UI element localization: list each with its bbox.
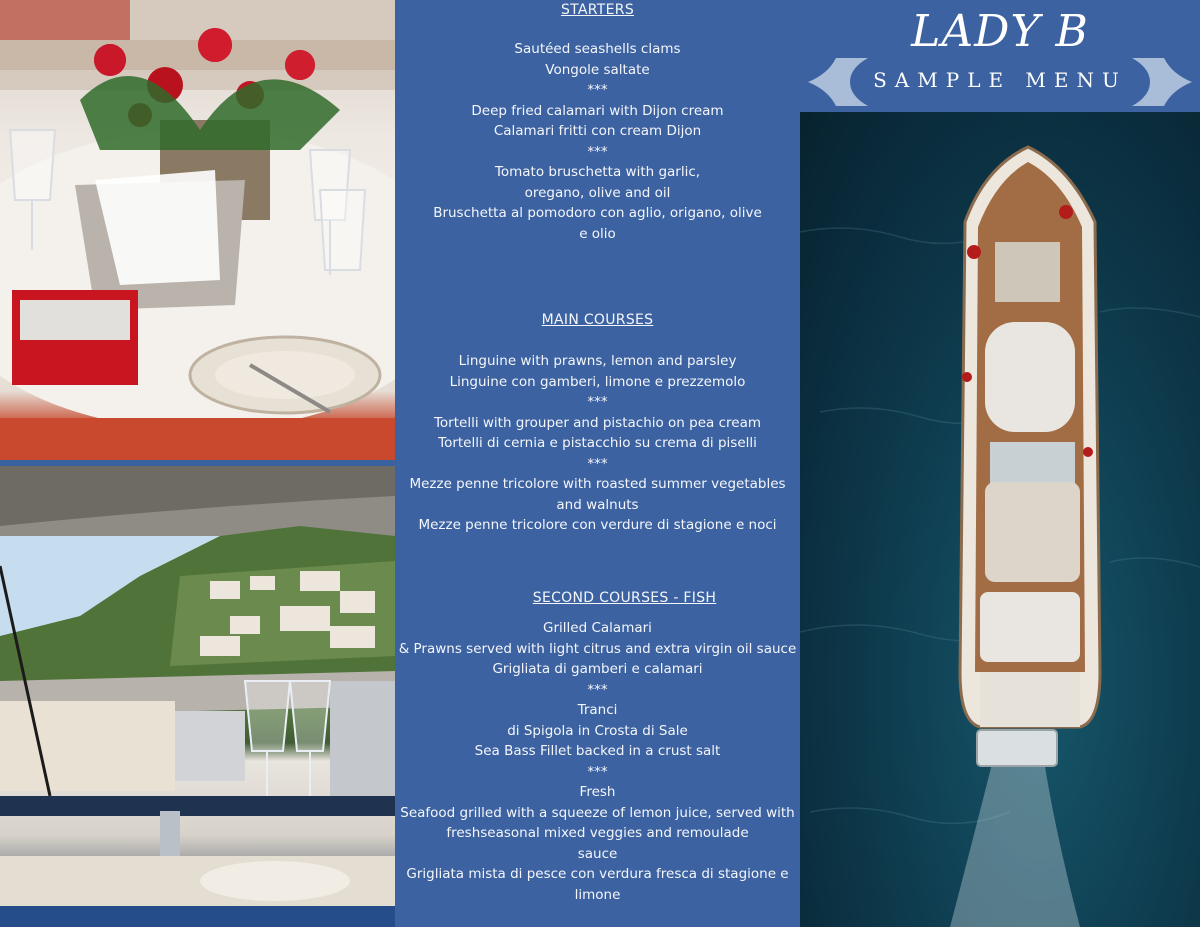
- menu-line: Linguine con gamberi, limone e prezzemolo: [449, 373, 746, 390]
- menu-line: Sea Bass Fillet backed in a crust salt: [474, 743, 721, 759]
- menu-line: Tomato bruschetta with garlic,: [494, 164, 701, 180]
- menu-line: Bruschetta al pomodoro con aglio, origano, olive: [433, 205, 762, 221]
- menu-divider: ***: [587, 681, 608, 698]
- menu-line: limone: [574, 886, 621, 903]
- menu-line: freshseasonal mixed veggies and remoulade: [446, 825, 749, 841]
- menu-line: Grigliata mista di pesce con verdura fresca di stagione e: [406, 866, 789, 882]
- menu-line: Vongole saltate: [545, 61, 650, 78]
- boat-title: LADY B: [911, 6, 1089, 57]
- menu-line: Mezze penne tricolore with roasted summer vegetables: [409, 476, 786, 492]
- menu-line: Deep fried calamari with Dijon cream: [471, 102, 724, 119]
- aerial-yacht-photo: [800, 112, 1200, 927]
- menu-panel: [395, 0, 800, 927]
- yacht-deck-photo: [0, 466, 395, 927]
- menu-line: Fresh: [579, 784, 616, 800]
- menu-line: Mezze penne tricolore con verdure di stagione e noci: [418, 517, 777, 533]
- menu-line: e olio: [579, 225, 616, 242]
- main-courses-list: [395, 351, 800, 536]
- starters-heading: STARTERS: [560, 2, 635, 18]
- yacht-illustration: [800, 112, 1200, 927]
- menu-line: Linguine with prawns, lemon and parsley: [458, 353, 737, 369]
- menu-line: & Prawns served with light citrus and extra virgin oil sauce: [398, 640, 797, 657]
- table-setting-illustration: [0, 0, 395, 460]
- menu-line: Tortelli with grouper and pistachio on pea cream: [433, 414, 762, 431]
- menu-header: [800, 0, 1200, 112]
- menu-line: Tranci: [577, 702, 618, 718]
- menu-line: Tortelli di cernia e pistacchio su crema di piselli: [438, 435, 757, 451]
- starters-list: [395, 39, 800, 244]
- menu-line: Seafood grilled with a squeeze of lemon juice, served with: [400, 804, 795, 821]
- second-courses-heading: SECOND COURSES - FISH: [532, 590, 717, 606]
- deck-view-illustration: [0, 466, 395, 927]
- menu-line: oregano, olive and oil: [524, 184, 671, 201]
- menu-line: Sautéed seashells clams: [514, 41, 681, 57]
- menu-divider: ***: [587, 394, 608, 410]
- menu-divider: ***: [587, 82, 608, 98]
- menu-divider: ***: [587, 455, 608, 472]
- table-setting-photo: [0, 0, 395, 460]
- menu-line: Grigliata di gamberi e calamari: [492, 661, 703, 677]
- main-courses-heading: MAIN COURSES: [541, 312, 654, 328]
- second-courses-list: [395, 618, 800, 905]
- menu-line: Grilled Calamari: [543, 620, 652, 636]
- menu-divider: ***: [587, 763, 608, 780]
- menu-line: and walnuts: [556, 496, 639, 513]
- menu-line: sauce: [577, 845, 618, 862]
- menu-line: di Spigola in Crosta di Sale: [507, 722, 688, 739]
- menu-divider: ***: [587, 143, 608, 160]
- menu-subtitle: SAMPLE MENU: [873, 68, 1127, 92]
- menu-line: Calamari fritti con cream Dijon: [493, 123, 702, 139]
